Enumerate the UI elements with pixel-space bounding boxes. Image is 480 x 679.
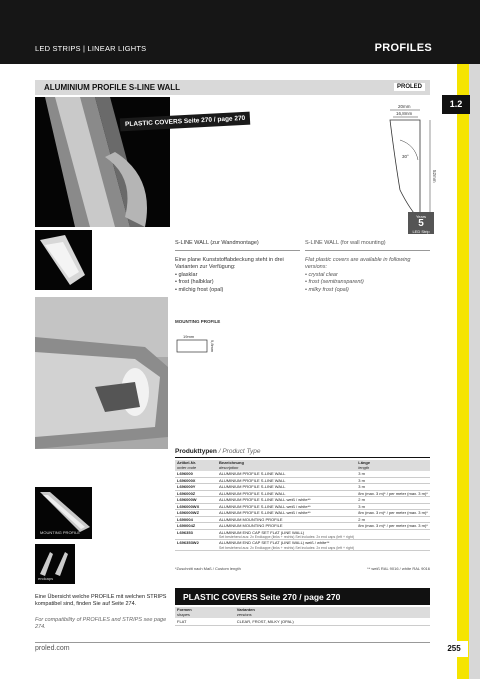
product-length: 3 m bbox=[356, 471, 430, 477]
desc-en-item: • crystal clear bbox=[305, 271, 338, 278]
mounting-profile-photo-label: MOUNTING PROFILE bbox=[40, 530, 81, 535]
compatibility-note-de: Eine Übersicht welche PROFILE mit welchen STRIPS kompatibel sind, finden Sie auf Seite 274. bbox=[35, 594, 167, 607]
product-types-title-en: / Product Type bbox=[218, 448, 261, 455]
product-description: ALUMINIUM PROFILE S-LINE WALL bbox=[217, 477, 356, 484]
col-description: Bezeichnung description bbox=[217, 460, 356, 471]
dim-mount-height: 9,8mm bbox=[210, 340, 215, 353]
profile-cross-section-drawing bbox=[360, 100, 445, 230]
warranty-badge bbox=[408, 212, 434, 234]
desc-en-item: • frost (semitransparent) bbox=[305, 279, 364, 285]
table-row bbox=[175, 540, 430, 551]
order-code: L696353 bbox=[175, 529, 217, 540]
desc-en-intro: Flat plastic covers are available in following versions: bbox=[305, 256, 411, 270]
desc-de-item: • frost (halbklar) bbox=[175, 279, 214, 285]
product-length: 3 m bbox=[356, 503, 430, 510]
section-number-badge: 1.2 bbox=[442, 95, 470, 114]
product-description: ALUMINIUM PROFILE S-LINE WALL weiß / white** bbox=[217, 497, 356, 504]
description-german bbox=[175, 240, 300, 294]
table-header-row bbox=[175, 460, 430, 471]
col-versions: Varianten versions bbox=[235, 607, 430, 618]
product-description: ALUMINIUM PROFILE S-LINE WALL bbox=[217, 471, 356, 477]
footer-divider bbox=[35, 642, 430, 643]
dim-angle: 30° bbox=[402, 154, 409, 159]
order-code: L696000W bbox=[175, 497, 217, 504]
footnote-custom-length: *Zuschnitt nach Maß / Custom length bbox=[175, 566, 241, 571]
desc-de-item: • milchig frost (opal) bbox=[175, 286, 224, 293]
warranty-years: 5 bbox=[418, 218, 424, 229]
plastic-covers-tag: PLASTIC COVERS Seite 270 / page 270 bbox=[120, 112, 251, 132]
plastic-covers-title: PLASTIC COVERS Seite 270 / page 270 bbox=[183, 592, 341, 602]
brand-logo: PROLED bbox=[394, 83, 425, 91]
desc-de-intro: Eine plane Kunststoffabdeckung steht in drei Varianten zur Verfügung: bbox=[175, 256, 284, 270]
profile-photo-detail bbox=[35, 230, 92, 290]
table-row bbox=[175, 618, 430, 626]
table-row bbox=[175, 529, 430, 540]
plastic-covers-bar bbox=[175, 588, 430, 605]
col-shapes: Formen shapes bbox=[175, 607, 235, 618]
col-length: Länge length bbox=[356, 460, 430, 471]
description-english bbox=[305, 240, 430, 294]
product-types-heading bbox=[175, 448, 430, 458]
order-code: L696000 bbox=[175, 471, 217, 477]
yellow-side-bar bbox=[457, 64, 469, 679]
product-length: 8m (max. 3 m)* / per meter (max. 3 m)* bbox=[356, 523, 430, 530]
table-header-row bbox=[175, 607, 430, 618]
order-code: L696000WZ bbox=[175, 510, 217, 517]
product-length: 3 m bbox=[356, 477, 430, 484]
product-description: ALUMINIUM PROFILE S-LINE WALL bbox=[217, 490, 356, 497]
product-description: ALUMINIUM MOUNTING PROFILE bbox=[217, 523, 356, 530]
product-description: ALUMINIUM END CAP SET FLAT (LINE WALL) Set bestehend aus: 2x Endkappe (links + rechts) Set includes: 2x end caps (left + right) bbox=[217, 529, 356, 540]
desc-de-item: • glasklar bbox=[175, 271, 198, 278]
product-types-table bbox=[175, 460, 430, 551]
product-length: 8m (max. 3 m)* / per meter (max. 3 m)* bbox=[356, 510, 430, 517]
warranty-top-label: Years bbox=[415, 214, 427, 219]
order-code: L696000Z bbox=[175, 490, 217, 497]
product-description: ALUMINIUM PROFILE S-LINE WALL bbox=[217, 484, 356, 491]
plastic-covers-table bbox=[175, 607, 430, 626]
product-title: ALUMINIUM PROFILE S-LINE WALL bbox=[44, 83, 180, 92]
order-code: L690004 bbox=[175, 516, 217, 523]
compatibility-note-en: For compatibility of PROFILES and STRIPS see page 274. bbox=[35, 617, 167, 630]
cover-shape: FLAT bbox=[175, 618, 235, 626]
dim-height: 52mm bbox=[432, 170, 437, 183]
product-length bbox=[356, 529, 430, 540]
product-length: 8m (max. 3 m)* / per meter (max. 3 m)* bbox=[356, 490, 430, 497]
dim-mount-width: 19mm bbox=[183, 334, 195, 339]
product-description: ALUMINIUM END CAP SET FLAT (LINE WALL) weiß / white** Set bestehend aus: 2x Endkappe (links + rechts) Set includes: 2x end caps (left + right) bbox=[217, 540, 356, 551]
order-code: L696000Y bbox=[175, 484, 217, 491]
dim-width-inner: 16,8mm bbox=[396, 111, 413, 116]
product-length: 2 m bbox=[356, 516, 430, 523]
dim-width-outer: 20mm bbox=[398, 104, 411, 109]
endcaps-photo bbox=[35, 544, 75, 584]
page-number: 255 bbox=[440, 641, 468, 657]
order-code: L696000X bbox=[175, 477, 217, 484]
gray-side-bar bbox=[469, 64, 480, 679]
col-order-code: Artikel-Nr. order code bbox=[175, 460, 217, 471]
desc-de-heading: S-LINE WALL (zur Wandmontage) bbox=[175, 240, 300, 251]
product-description: ALUMINIUM MOUNTING PROFILE bbox=[217, 516, 356, 523]
footnote-ral: ** weiß RAL 9016 / white RAL 9016 bbox=[367, 566, 430, 571]
mounting-profile-heading: MOUNTING PROFILE bbox=[175, 319, 221, 324]
desc-en-item: • milky frost (opal) bbox=[305, 286, 349, 293]
order-code: L690004Z bbox=[175, 523, 217, 530]
product-types-title: Produkttypen bbox=[175, 448, 217, 455]
desc-en-heading: S-LINE WALL (for wall mounting) bbox=[305, 240, 430, 251]
category-label: LED STRIPS | LINEAR LIGHTS bbox=[35, 44, 147, 53]
product-length bbox=[356, 540, 430, 551]
product-title-bar bbox=[35, 80, 430, 95]
mounting-profile-drawing bbox=[175, 332, 235, 357]
product-description: ALUMINIUM PROFILE S-LINE WALL weiß / white** bbox=[217, 503, 356, 510]
product-description: ALUMINIUM PROFILE S-LINE WALL weiß / white** bbox=[217, 510, 356, 517]
order-code: L696000WX bbox=[175, 503, 217, 510]
product-length: 2 m bbox=[356, 497, 430, 504]
header-bar bbox=[0, 0, 480, 64]
profile-photo-wall bbox=[35, 297, 168, 449]
product-length: 3 m bbox=[356, 484, 430, 491]
cover-versions: CLEAR, FROST, MILKY (OPAL) bbox=[235, 618, 430, 626]
footer-url-link[interactable]: proled.com bbox=[35, 645, 70, 652]
endcaps-photo-label: endcaps bbox=[38, 576, 54, 581]
mounting-profile-photo bbox=[35, 487, 92, 539]
section-label: PROFILES bbox=[374, 42, 432, 54]
warranty-bottom-label: LED Strip bbox=[412, 229, 430, 234]
order-code: L696353W2 bbox=[175, 540, 217, 551]
